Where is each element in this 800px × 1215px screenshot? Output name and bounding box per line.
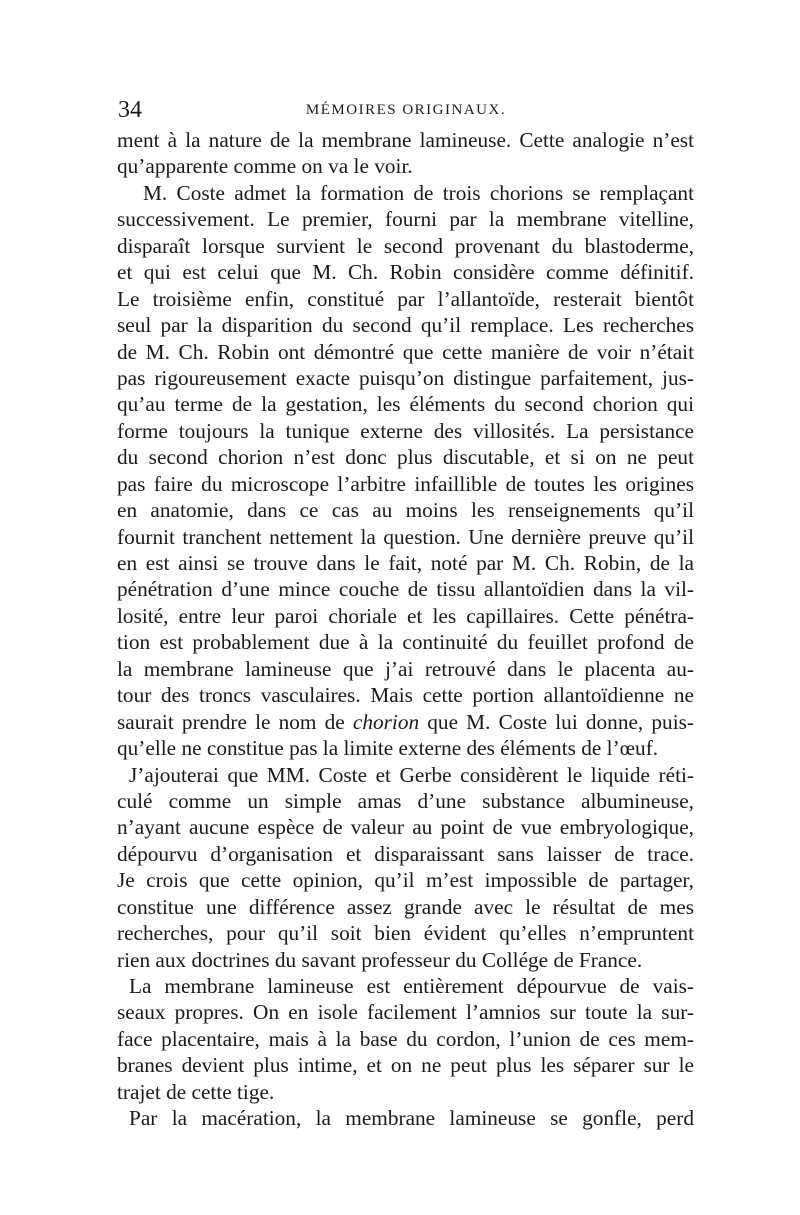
text-line: successivement. Le premier, fourni par la membrane vitelline,: [117, 207, 694, 232]
text-line: tion est probablement due à la continuité du feuillet profond de: [117, 630, 694, 655]
paragraph-start: M. Coste admet la formation de trois chorions se remplaçant: [143, 180, 694, 205]
text-line: branes devient plus intime, et on ne peut plus les séparer sur le: [117, 1053, 694, 1078]
text-line: recherches, pour qu’il soit bien évident qu’elles n’empruntent: [117, 921, 694, 946]
text-line: seul par la disparition du second qu’il remplace. Les recherches: [117, 313, 694, 338]
running-head: MÉMOIRES ORIGINAUX.: [305, 102, 507, 118]
text-line: face placentaire, mais à la base du cordon, l’union de ces mem-: [117, 1026, 694, 1051]
text-line: constitue une différence assez grande avec le résultat de mes: [117, 894, 694, 919]
text-line: et qui est celui que M. Ch. Robin considère comme définitif.: [117, 260, 694, 285]
text-line: culé comme un simple amas d’une substance albumineuse,: [117, 788, 694, 813]
paragraph-start: J’ajouterai que MM. Coste et Gerbe considèrent le liquide réti-: [129, 762, 694, 787]
text-line: fournit tranchent nettement la question. Une dernière preuve qu’il: [117, 524, 694, 549]
text-line: Le troisième enfin, constitué par l’allantoïde, resterait bientôt: [117, 286, 694, 311]
text-line: du second chorion n’est donc plus discutable, et si on ne peut: [117, 445, 694, 470]
text-line: en est ainsi se trouve dans le fait, noté par M. Ch. Robin, de la: [117, 551, 694, 575]
text-line: qu’apparente comme on va le voir.: [117, 154, 413, 179]
text-line: pas rigoureusement exacte puisqu’on distingue parfaitement, jus-: [117, 365, 694, 390]
text-line: qu’au terme de la gestation, les éléments du second chorion qui: [117, 392, 694, 417]
text-line: trajet de cette tige.: [117, 1079, 275, 1104]
italic-term-chorion: chorion: [352, 709, 420, 734]
text-line: en anatomie, dans ce cas au moins les renseignements qu’il: [117, 498, 694, 523]
page-number: 34: [118, 97, 142, 123]
text-line: Je crois que cette opinion, qu’il m’est impossible de partager,: [117, 868, 694, 893]
text-line: la membrane lamineuse que j’ai retrouvé dans le placenta au-: [117, 656, 694, 681]
text-line: losité, entre leur paroi choriale et les capillaires. Cette pénétra-: [117, 603, 694, 628]
text-line: ment à la nature de la membrane lamineuse. Cette analogie n’est: [117, 128, 694, 152]
text-line: seaux propres. On en isole facilement l’amnios sur toute la sur-: [117, 1000, 694, 1025]
page-header: [118, 96, 694, 124]
text-line: rien aux doctrines du savant professeur du Collége de France.: [117, 947, 643, 972]
text-line: de M. Ch. Robin ont démontré que cette manière de voir n’était: [117, 339, 694, 364]
text-line: qu’elle ne constitue pas la limite externe des éléments de l’œuf.: [117, 736, 659, 761]
paragraph-start: La membrane lamineuse est entièrement dépourvue de vais-: [129, 974, 694, 998]
text-segment: que M. Coste lui donne, puis-: [419, 709, 694, 734]
text-line-chorion: [117, 709, 694, 735]
text-line: n’ayant aucune espèce de valeur au point de vue embryologique,: [117, 815, 694, 840]
text-line: disparaît lorsque survient le second provenant du blastoderme,: [117, 233, 694, 258]
text-line: pas faire du microscope l’arbitre infaillible de toutes les origines: [117, 471, 694, 496]
text-line: dépourvu d’organisation et disparaissant sans laisser de trace.: [117, 841, 694, 866]
text-segment: saurait prendre le nom de: [117, 709, 353, 734]
paragraph-start: Par la macération, la membrane lamineuse se gonfle, perd: [129, 1106, 694, 1131]
body-text: [117, 127, 694, 1132]
text-line: forme toujours la tunique externe des villosités. La persistance: [117, 418, 694, 443]
text-line: tour des troncs vasculaires. Mais cette portion allantoïdienne ne: [117, 683, 694, 708]
text-line: pénétration d’une mince couche de tissu allantoïdien dans la vil-: [117, 577, 694, 602]
